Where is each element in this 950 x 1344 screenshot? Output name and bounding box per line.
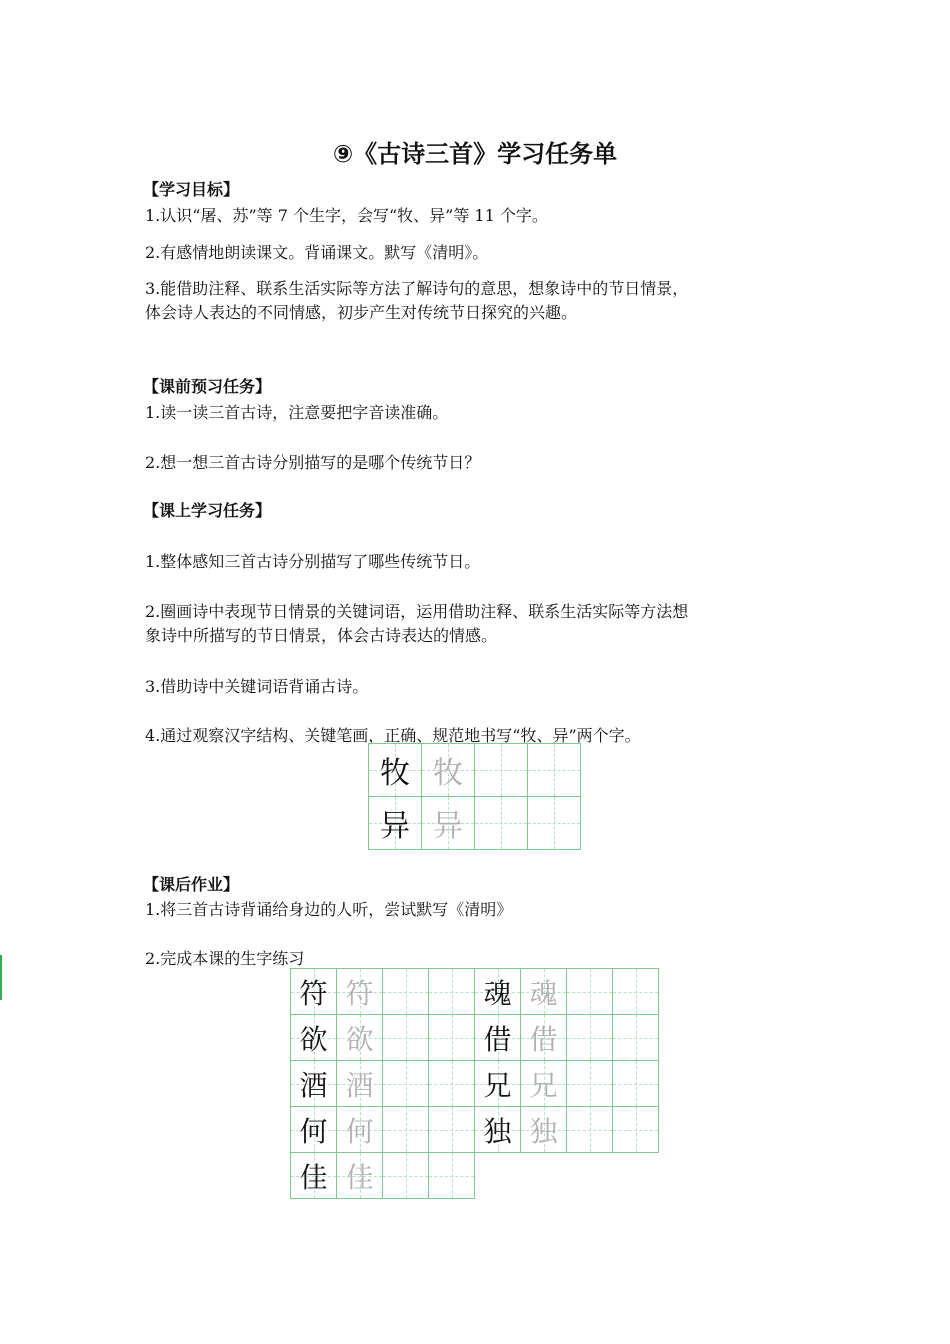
grid-cell [475,1061,521,1107]
grid-cell [383,1015,429,1061]
grid-cell [475,744,528,797]
class-task-4: 4.通过观察汉字结构、关键笔画，正确、规范地书写“牧、异”两个字。 [145,726,641,745]
trace-char: 酒 [345,1068,374,1102]
grid-cell [369,797,422,850]
trace-char: 独 [529,1114,558,1148]
trace-char: 借 [529,1022,558,1056]
trace-char: 魂 [529,976,558,1010]
grid-cell [521,969,567,1015]
class-tasks-heading: 【课上学习任务】 [143,501,272,520]
trace-char: 符 [345,976,374,1010]
grid-cell [528,744,581,797]
grid-cell [429,1015,475,1061]
grid-cell [475,1107,521,1153]
model-char: 符 [299,976,328,1010]
grid-cell [429,1107,475,1153]
grid-cell [521,1015,567,1061]
goal-item-1: 1.认识“屠、苏”等 7 个生字，会写“牧、异”等 11 个字。 [145,206,548,225]
grid-row [291,1107,475,1153]
grid-cell [613,1061,659,1107]
model-char: 独 [483,1114,512,1148]
grid-cell [429,969,475,1015]
trace-char: 何 [345,1114,374,1148]
model-char: 佳 [299,1160,328,1194]
preview-item-2: 2.想一想三首古诗分别描写的是哪个传统节日？ [145,453,481,472]
goal-item-2: 2.有感情地朗读课文。背诵课文。默写《清明》。 [145,243,489,262]
homework-item-2: 2.完成本课的生字练习 [145,949,305,968]
grid-cell [422,744,475,797]
grid-row [369,744,581,797]
goal-item-3-cont: 体会诗人表达的不同情感，初步产生对传统节日探究的兴趣。 [145,303,578,322]
grid-cell [383,1107,429,1153]
grid-cell [521,1061,567,1107]
grid-cell [291,969,337,1015]
goal-item-3: 3.能借助注释、联系生活实际等方法了解诗句的意思，想象诗中的节日情景， [145,279,689,298]
grid-cell [475,797,528,850]
class-task-1: 1.整体感知三首古诗分别描写了哪些传统节日。 [145,552,481,571]
grid-cell [337,1015,383,1061]
homework-heading: 【课后作业】 [143,875,240,894]
trace-char: 兄 [529,1068,558,1102]
practice-grid-right [474,968,659,1153]
class-task-3: 3.借助诗中关键词语背诵古诗。 [145,677,369,696]
grid-cell [567,1015,613,1061]
grid-cell [422,797,475,850]
model-char: 何 [299,1114,328,1148]
grid-row [475,1107,659,1153]
grid-cell [613,1107,659,1153]
grid-cell [337,1107,383,1153]
model-char: 酒 [299,1068,328,1102]
class-task-2-cont: 象诗中所描写的节日情景，体会古诗表达的情感。 [145,626,498,645]
model-char: 魂 [483,976,512,1010]
trace-char: 异 [433,809,463,844]
grid-cell [337,1061,383,1107]
grid-cell [291,1153,337,1199]
page-title: ⑨《古诗三首》学习任务单 [332,140,618,168]
preview-heading: 【课前预习任务】 [143,377,272,396]
model-char: 兄 [483,1068,512,1102]
grid-cell [337,1153,383,1199]
grid-cell [613,969,659,1015]
homework-item-1: 1.将三首古诗背诵给身边的人听，尝试默写《清明》 [145,900,513,919]
trace-char: 欲 [345,1022,374,1056]
trace-char: 牧 [433,756,463,791]
grid-row [475,969,659,1015]
grid-cell [429,1061,475,1107]
model-char: 借 [483,1022,512,1056]
grid-row [369,797,581,850]
preview-item-1: 1.读一读三首古诗，注意要把字音读准确。 [145,403,449,422]
grid-cell [383,1153,429,1199]
grid-row [291,969,475,1015]
grid-cell [291,1015,337,1061]
grid-cell [475,969,521,1015]
grid-row [475,1015,659,1061]
class-task-2: 2.圈画诗中表现节日情景的关键词语，运用借助注释、联系生活实际等方法想 [145,602,689,621]
grid-row [475,1061,659,1107]
grid-row [291,1061,475,1107]
grid-cell [567,1107,613,1153]
grid-cell [291,1107,337,1153]
grid-cell [613,1015,659,1061]
grid-cell [337,969,383,1015]
grid-cell [528,797,581,850]
grid-cell [429,1153,475,1199]
trace-char: 佳 [345,1160,374,1194]
model-char: 异 [380,809,410,844]
grid-cell [475,1015,521,1061]
goals-heading: 【学习目标】 [143,180,240,199]
practice-grid-left [290,968,475,1199]
grid-cell [369,744,422,797]
margin-mark [0,955,2,1000]
model-char: 欲 [299,1022,328,1056]
grid-cell [383,969,429,1015]
writing-grid-main [368,743,581,850]
grid-cell [383,1061,429,1107]
grid-cell [521,1107,567,1153]
grid-cell [291,1061,337,1107]
grid-cell [567,1061,613,1107]
grid-row [291,1015,475,1061]
grid-cell [567,969,613,1015]
grid-row [291,1153,475,1199]
model-char: 牧 [380,756,410,791]
